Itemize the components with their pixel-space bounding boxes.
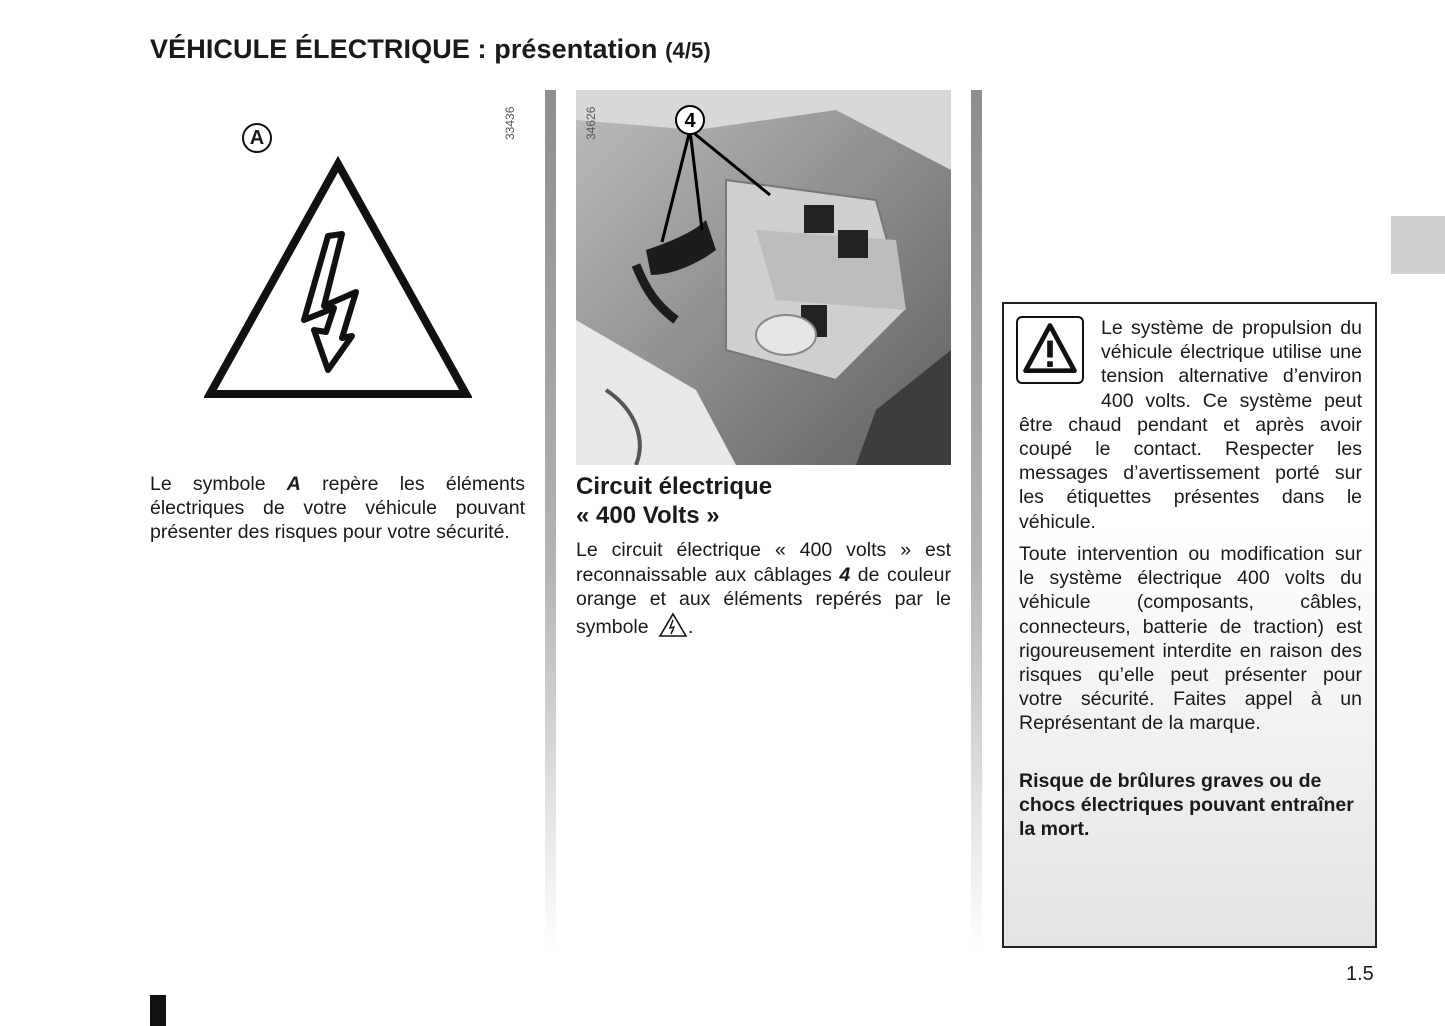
section-heading-line1: Circuit électrique [576,473,773,500]
inline-high-voltage-icon [658,612,688,638]
symbol-description-text-end: repère les éléments électriques de votre véhicule pouvant présenter des risques pour votre sécurité. [150,473,526,543]
circuit-description-text-end: . [688,615,694,638]
cable-marker-ref: 4 [839,563,851,586]
column-separator-right [971,90,982,950]
symbol-marker-ref: A [286,473,301,495]
thumb-index-mark [150,995,166,1026]
warning-box [1002,302,1377,948]
circuit-description [576,538,951,639]
chapter-tab [1391,216,1445,274]
page-part-indicator: (4/5) [665,38,711,63]
warning-paragraph-2: Toute intervention ou modification sur le système électrique 400 volts du véhicule (composants, câbles, connecteurs, batterie de traction) est rigoureusement interdite en raison des risques qu’elle peut présenter pour votre sécurité. Faites appel à un Représentant de la marque. [1019,543,1362,735]
column-separator-left [545,90,556,950]
page-title-text: VÉHICULE ÉLECTRIQUE : présentation [150,34,658,64]
page-title [150,34,711,65]
section-heading [576,472,951,530]
page-number: 1.5 [1346,963,1374,985]
callout-4-label: 4 [684,110,696,132]
circuit-description-text-mid: de couleur orange et aux éléments repérés par le symbole [576,563,951,638]
symbol-description [150,472,525,544]
section-heading-line2: « 400 Volts » [576,502,720,529]
figure-reference-number: 33436 [503,106,517,140]
circuit-description-text: Le circuit électrique « 400 volts » est reconnaissable aux câblages [576,539,951,586]
warning-paragraph-1 [1019,316,1362,534]
high-voltage-warning-icon [204,156,472,402]
marker-a-label: A [242,123,272,153]
symbol-description-text: Le symbole [150,473,287,495]
warning-paragraph-3: Risque de brûlures graves ou de chocs électriques pouvant entraîner la mort. [1019,770,1354,841]
figure-reference-number: 34626 [584,106,598,140]
engine-bay-photo [576,90,951,465]
warning-paragraph-1-text: Le système de propulsion du véhicule électrique utilise une tension alternative d’environ 400 volts. Ce système peut être chaud pendant et après avoir coupé le contact. Respecter les messages d’avertissement porté sur les étiquettes présentes dans le véhicule. [1019,317,1362,533]
